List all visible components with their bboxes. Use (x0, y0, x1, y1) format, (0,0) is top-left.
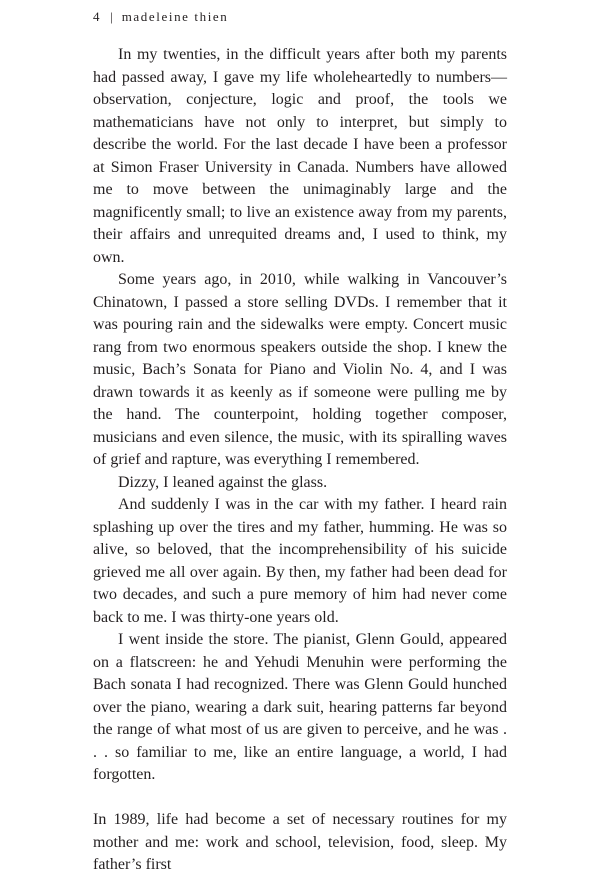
paragraph: Some years ago, in 2010, while walking in Vancouver’s Chinatown, I passed a store selling DVDs. I remember that it was pouring rain and the sidewalks were empty. Concert music rang from two enormous speakers outside the shop. I knew the music, Bach’s Sonata for Piano and Violin No. 4, and I was drawn towards it as keenly as if someone were pulling me by the hand. The counterpoint, holding together composer, musicians and even silence, the music, with its spiralling waves of grief and rapture, was everything I remembered. (93, 271, 507, 468)
paragraph: In my twenties, in the difficult years after both my parents had passed away, I gave my life wholeheartedly to numbers—observation, conjecture, logic and proof, the tools we mathematicians have not only to interpret, but simply to describe the world. For the last decade I have been a professor at Simon Fraser University in Canada. Numbers have allowed me to move between the unimaginably large and the magnificently small; to live an existence away from my parents, their affairs and unrequited dreams and, I used to think, my own. (93, 46, 507, 266)
paragraph: And suddenly I was in the car with my father. I heard rain splashing up over the tires and my father, humming. He was so alive, so beloved, that the incomprehensibility of his suicide grieved me all over again. By then, my father had been dead for two decades, and such a pure memory of him had never come back to me. I was thirty-one years old. (93, 496, 507, 626)
section-opening-paragraph: In 1989, life had become a set of necessary routines for my mother and me: work and school, television, food, sleep. My father’s first (93, 811, 507, 873)
paragraph: I went inside the store. The pianist, Glenn Gould, appeared on a flatscreen: he and Yehudi Menuhin were performing the Bach sonata I had recognized. There was Glenn Gould hunched over the piano, wearing a dark suit, hearing patterns far beyond the range of what most of us are given to perceive, and he was . . . so familiar to me, like an entire language, a world, I had forgotten. (93, 631, 507, 783)
author-name: madeleine thien (121, 9, 229, 24)
page-number: 4 (93, 9, 102, 24)
running-head (93, 9, 228, 25)
paragraph: Dizzy, I leaned against the glass. (118, 473, 328, 491)
running-head-separator: | (110, 9, 113, 24)
body-text (93, 44, 507, 877)
